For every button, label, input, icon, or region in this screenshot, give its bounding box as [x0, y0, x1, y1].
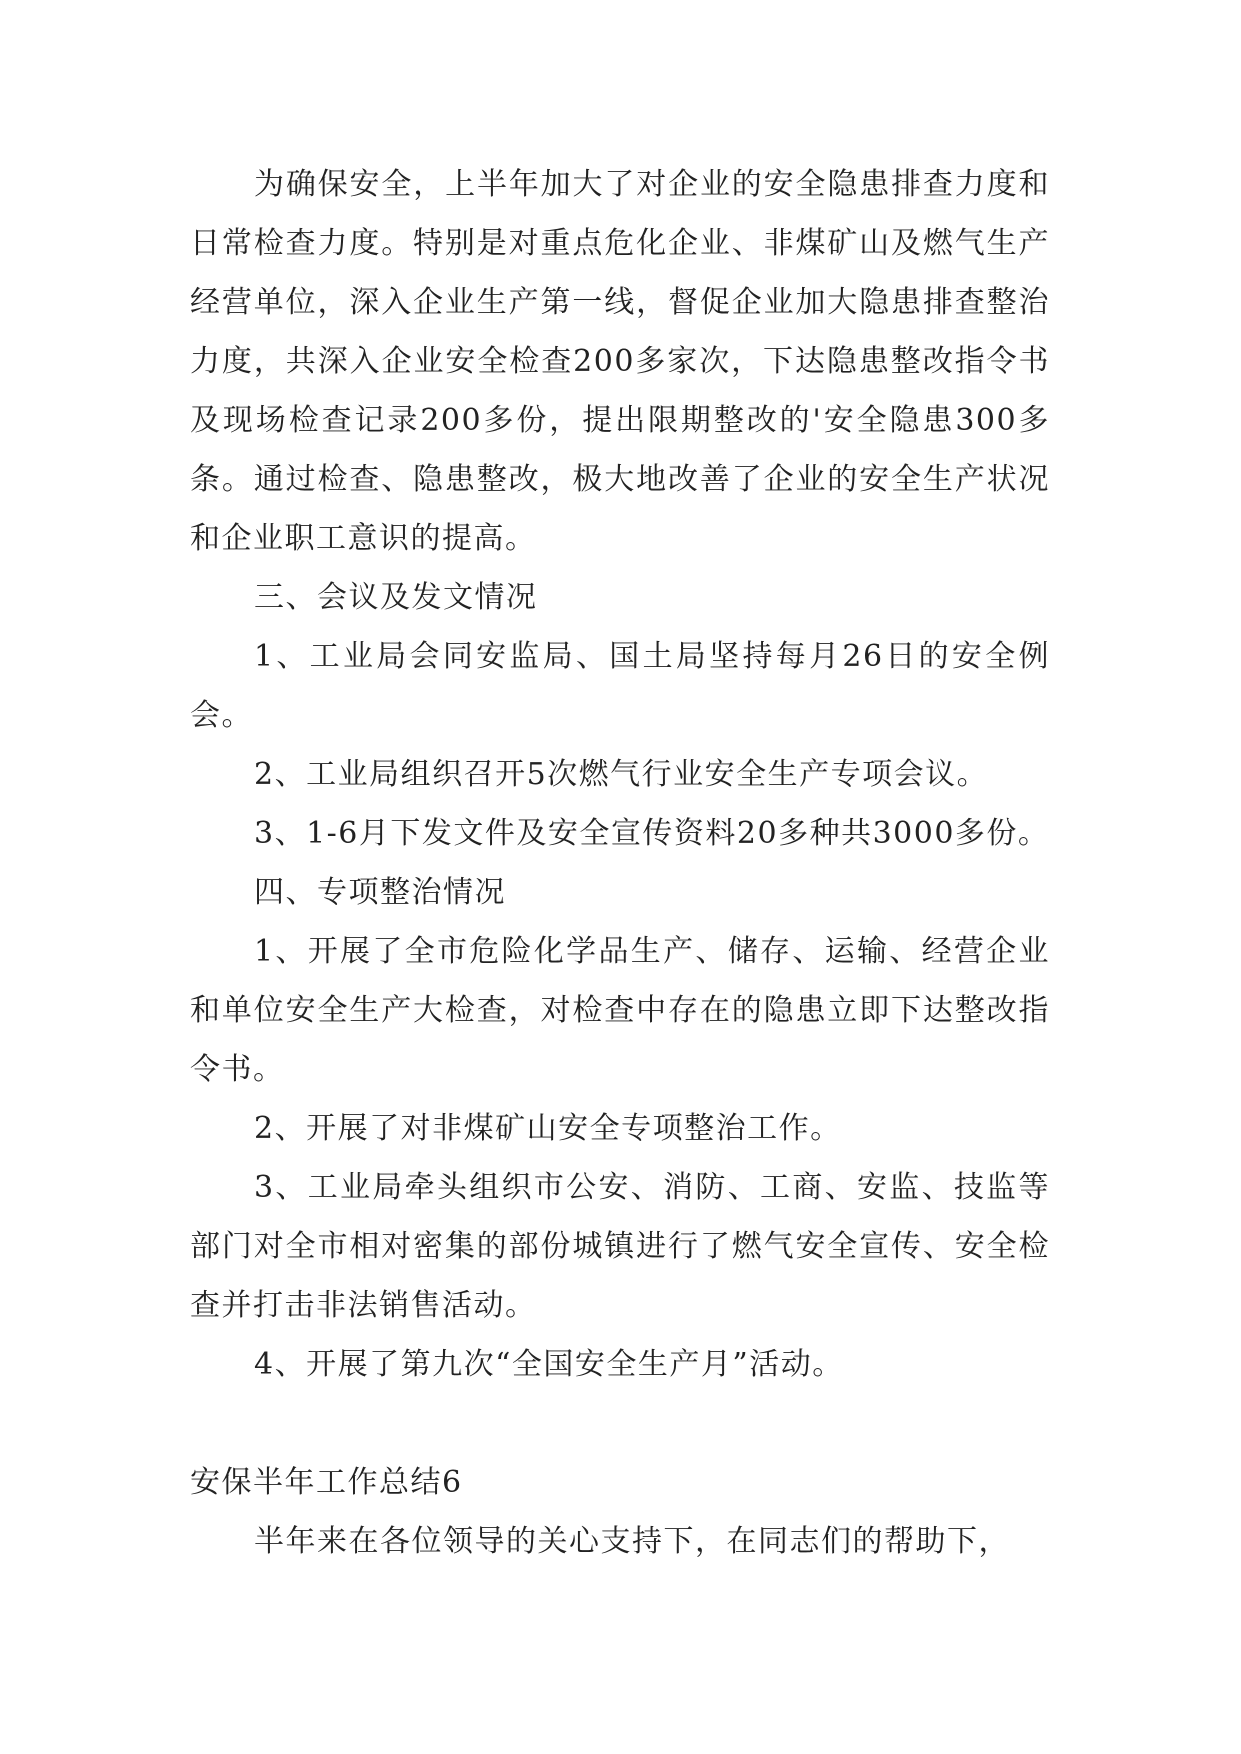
paragraph-rectification-1: 1、开展了全市危险化学品生产、储存、运输、经营企业和单位安全生产大检查，对检查中存在的隐患立即下达整改指令书。 — [190, 934, 1050, 1087]
paragraph-rectification-4: 4、开展了第九次“全国安全生产月”活动。 — [254, 1347, 844, 1382]
paragraph-meeting-1: 1、工业局会同安监局、国土局坚持每月26日的安全例会。 — [190, 639, 1050, 733]
heading-special-rectification: 四、专项整治情况 — [254, 875, 506, 910]
heading-meetings: 三、会议及发文情况 — [254, 580, 538, 615]
paragraph-meeting-2: 2、工业局组织召开5次燃气行业安全生产专项会议。 — [254, 757, 989, 792]
paragraph-safety-inspection: 为确保安全，上半年加大了对企业的安全隐患排查力度和日常检查力度。特别是对重点危化企业、非煤矿山及燃气生产经营单位，深入企业生产第一线，督促企业加大隐患排查整治力度，共深入企业安全检查200多家次，下达隐患整改指令书及现场检查记录200多份，提出限期整改的'安全隐患300多条。通过检查、隐患整改，极大地改善了企业的安全生产状况和企业职工意识的提高。 — [190, 167, 1050, 556]
paragraph-section-intro: 半年来在各位领导的关心支持下，在同志们的帮助下， — [254, 1524, 1010, 1559]
paragraph-rectification-3: 3、工业局牵头组织市公安、消防、工商、安监、技监等部门对全市相对密集的部份城镇进行了燃气安全宣传、安全检查并打击非法销售活动。 — [190, 1170, 1050, 1323]
paragraph-meeting-3: 3、1-6月下发文件及安全宣传资料20多种共3000多份。 — [254, 816, 1050, 851]
section-title: 安保半年工作总结6 — [190, 1465, 463, 1500]
paragraph-rectification-2: 2、开展了对非煤矿山安全专项整治工作。 — [254, 1111, 842, 1146]
document-body — [190, 155, 1050, 1571]
